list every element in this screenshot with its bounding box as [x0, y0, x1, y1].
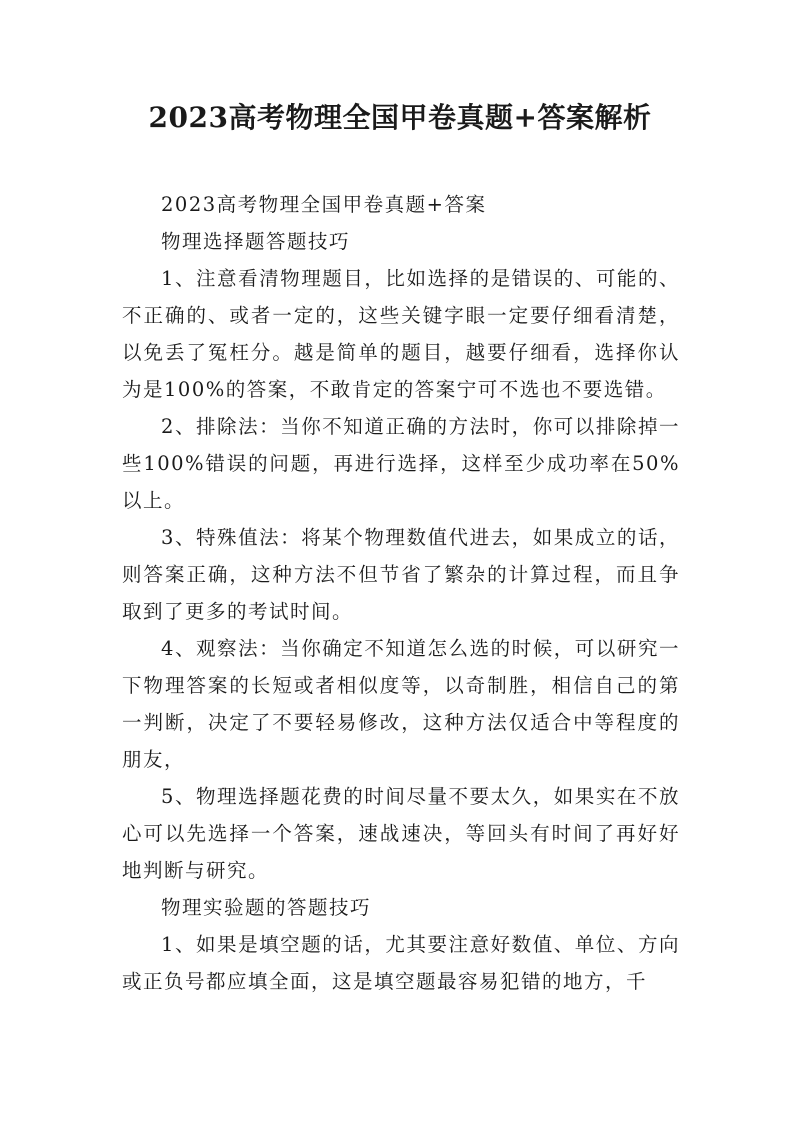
paragraph-tip-2: 2、排除法：当你不知道正确的方法时，你可以排除掉一些100%错误的问题，再进行选择，这样至少成功率在50%以上。	[122, 415, 680, 512]
paragraph-tip-3: 3、特殊值法：将某个物理数值代进去，如果成立的话，则答案正确，这种方法不但节省了繁杂的计算过程，而且争取到了更多的考试时间。	[122, 526, 680, 623]
section-heading-choice-tips: 物理选择题答题技巧	[161, 230, 351, 253]
paragraph-tip-5: 5、物理选择题花费的时间尽量不要太久，如果实在不放心可以先选择一个答案，速战速决，等回头有时间了再好好地判断与研究。	[122, 785, 680, 882]
document-title: 2023高考物理全国甲卷真题+答案解析	[148, 101, 652, 134]
paragraph-tip-1: 1、注意看清物理题目，比如选择的是错误的、可能的、不正确的、或者一定的，这些关键字眼一定要仔细看清楚，以免丢了冤枉分。越是简单的题目，越要仔细看，选择你认为是100%的答案，不敢肯定的答案宁可不选也不要选错。	[122, 267, 680, 401]
document-body	[122, 186, 680, 1000]
paragraph-tip-4: 4、观察法：当你确定不知道怎么选的时候，可以研究一下物理答案的长短或者相似度等，以奇制胜，相信自己的第一判断，决定了不要轻易修改，这种方法仅适合中等程度的朋友，	[122, 637, 680, 771]
section-heading-experiment-tips: 物理实验题的答题技巧	[161, 896, 372, 919]
paragraph-experiment-tip-1: 1、如果是填空题的话，尤其要注意好数值、单位、方向或正负号都应填全面，这是填空题最容易犯错的地方，千	[122, 933, 680, 993]
paragraph-subtitle: 2023高考物理全国甲卷真题+答案	[161, 193, 487, 216]
